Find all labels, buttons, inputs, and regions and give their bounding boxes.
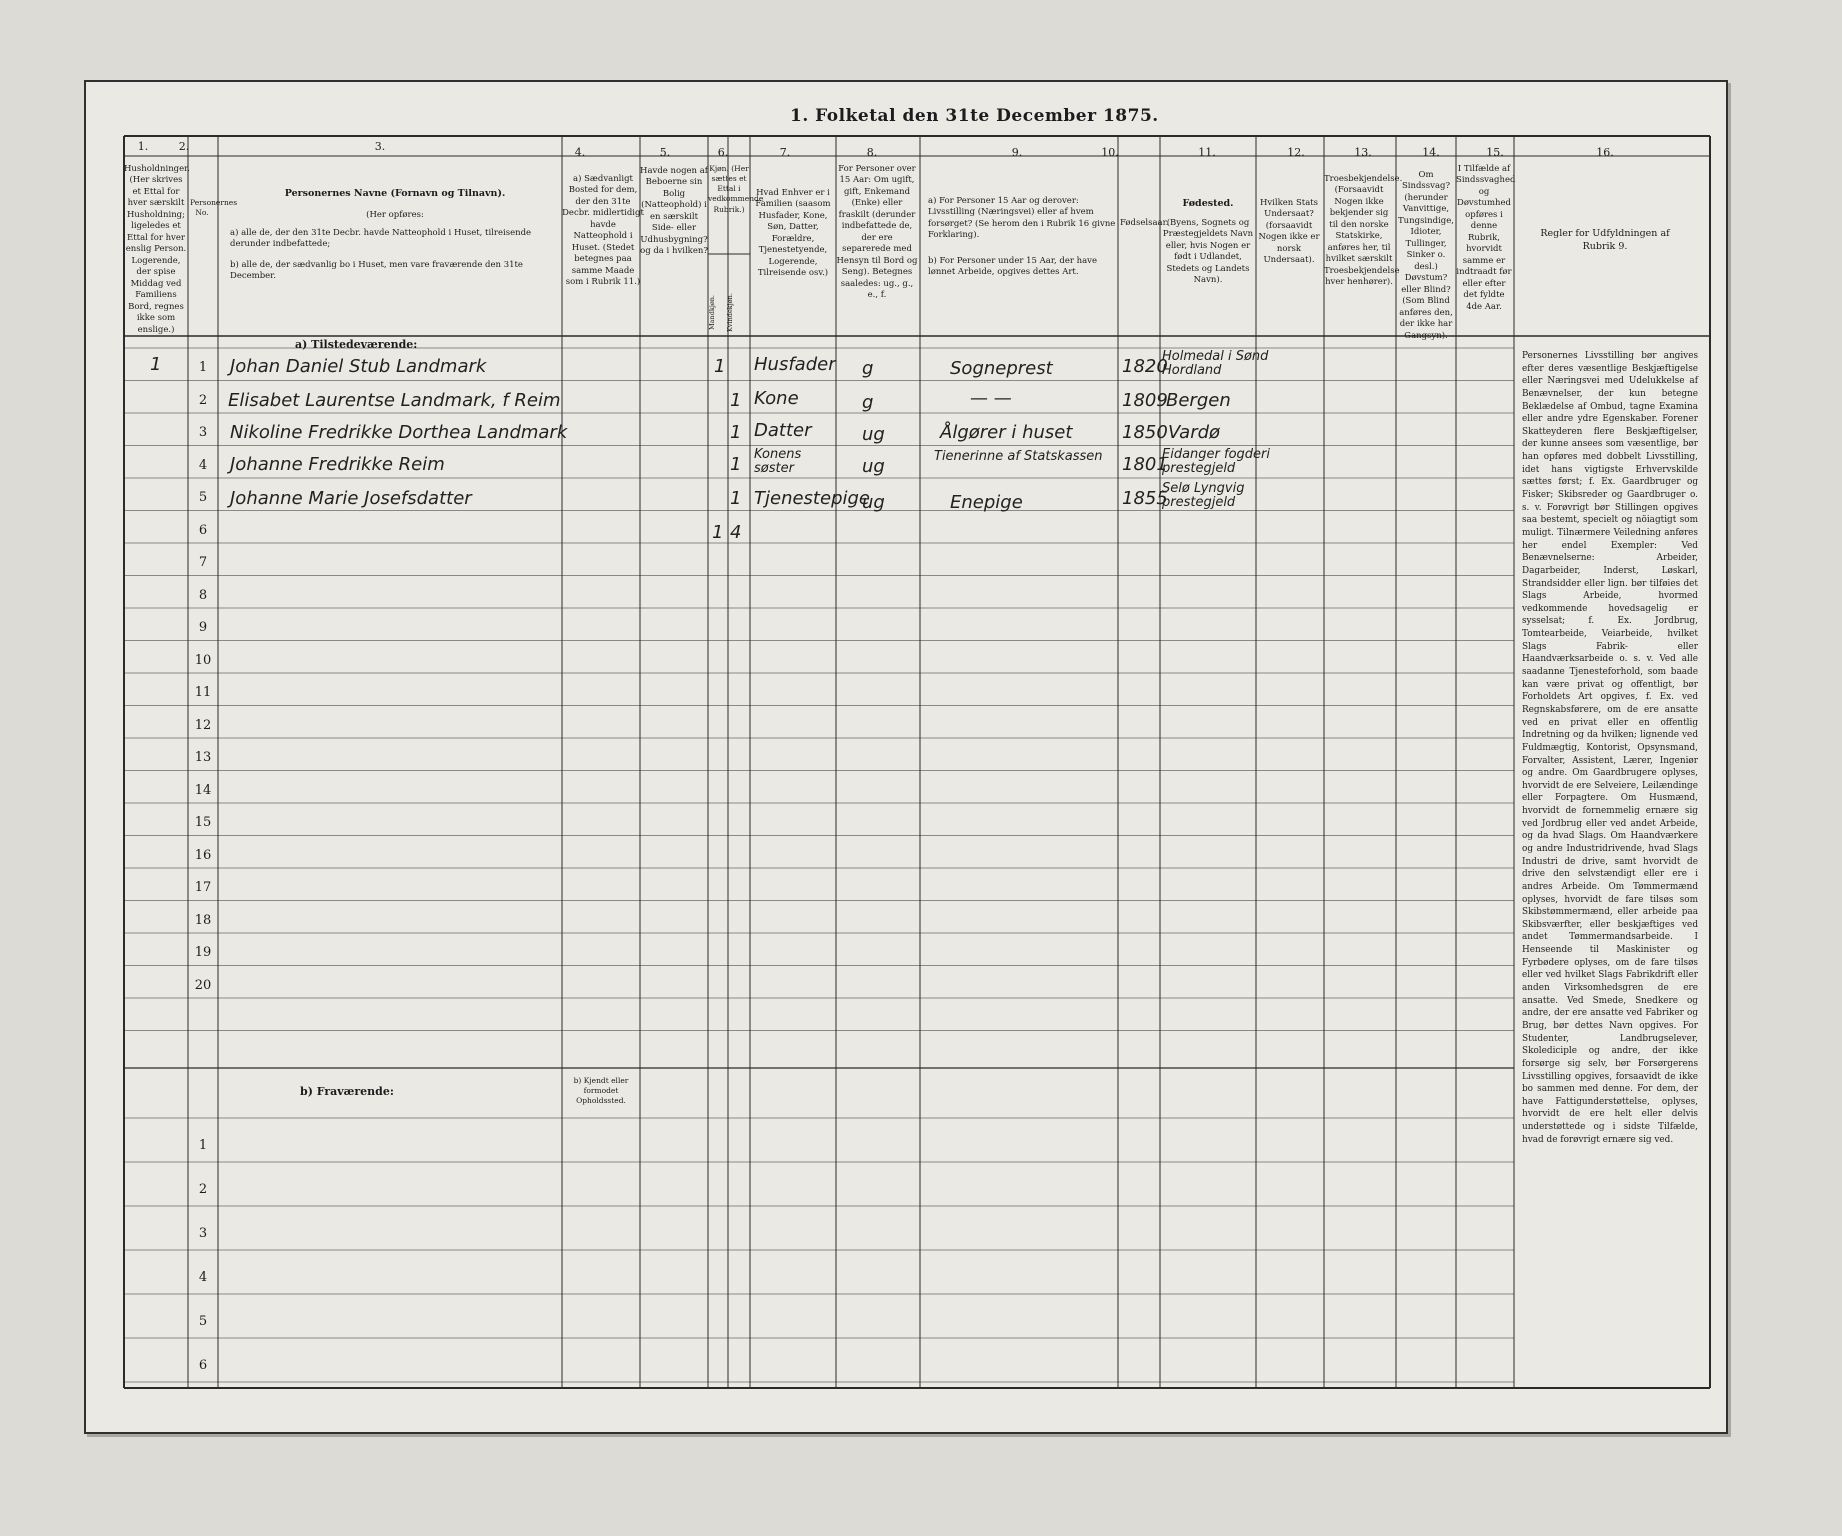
resident-status: ug	[862, 424, 885, 445]
colnum-11: 11.	[1198, 146, 1216, 159]
resident-occupation: Enepige	[950, 492, 1023, 513]
absent-residence-header: b) Kjendt eller formodet Opholdssted.	[573, 1076, 629, 1106]
colnum-5: 5.	[659, 146, 671, 159]
colnum-15: 15.	[1486, 146, 1504, 159]
row-number: 13	[194, 750, 212, 765]
row-number: 18	[194, 912, 212, 928]
row-number: 14	[194, 782, 212, 798]
row-number: 3	[198, 1226, 208, 1241]
row-number: 1	[198, 360, 208, 375]
row-number: 5	[198, 490, 208, 505]
colnum-1: 1.	[137, 140, 149, 153]
colnum-10: 10.	[1101, 146, 1119, 159]
row-number: 1	[198, 1138, 208, 1153]
header-names-a: a) alle de, der den 31te Decbr. havde Natteophold i Huset, tilreisende derunder indbefattede;	[230, 228, 532, 250]
resident-birth-year: 1809	[1122, 390, 1168, 411]
colnum-14: 14.	[1422, 146, 1440, 159]
resident-name: Johanne Marie Josefsdatter	[230, 488, 472, 509]
household-mark: 1	[150, 354, 162, 375]
row-number: 4	[198, 1270, 208, 1285]
header-side-building: Havde nogen af Beboerne sin Bolig (Natteophold) i en særskilt Side- eller Udhusbygning? og da i hvilken?	[640, 166, 708, 257]
row-number: 9	[198, 620, 208, 635]
header-family-role: Hvad Enhver er i Familien (saasom Husfader, Kone, Søn, Datter, Forældre, Tjenestetyende, Logerende, Tilreisende osv.)	[755, 188, 831, 279]
header-disability: Om Sindssvag? (herunder Vanvittige, Tungsindige, Idioter, Tullinger, Sinker o. desl.) Døvstum? eller Blind? (Som Blind anføres den, der ikke har Gangsyn).	[1398, 170, 1454, 341]
colnum-9: 9.	[1011, 146, 1023, 159]
resident-role: Konens søster	[754, 447, 802, 477]
resident-role: Datter	[754, 420, 812, 441]
resident-birthplace: Holmedal i Sønd Hordland	[1162, 349, 1269, 379]
resident-birth-year: 1850	[1122, 422, 1168, 443]
row-number: 17	[194, 880, 212, 895]
resident-birth-year: 1801	[1122, 454, 1168, 475]
row-number: 12	[194, 717, 212, 733]
header-female: Kvindekjøn.	[726, 293, 734, 333]
resident-birthplace: Selø Lyngvig prestegjeld	[1162, 481, 1245, 511]
header-sex: Kjøn. (Her sættes et Ettal i vedkommende Rubrik.)	[708, 164, 764, 214]
row-number: 10	[194, 652, 212, 668]
resident-status: g	[862, 358, 874, 379]
resident-status: g	[862, 392, 874, 413]
total-male: 1	[712, 522, 724, 543]
resident-birth-year: 1820	[1122, 356, 1168, 377]
total-female: 4	[730, 522, 742, 543]
resident-birthplace: Eidanger fogderi prestegjeld	[1162, 447, 1270, 477]
section-present: a) Tilstedeværende:	[295, 338, 418, 351]
colnum-8: 8.	[866, 146, 878, 159]
instructions-text: Personernes Livsstilling bør angives efter deres væsentlige Beskjæftigelse eller Næringsvei med Udelukkelse af Benævnelser, der kun betegne Beklædelse af Ombud, tagne Examina eller andre ydre Egenskaber. Forener Skatteyderen flere Beskjæftigelser, der kunne ansees som væsentlige, bør han opføres med dobbelt Livsstilling, idet hans vigtigste Erhvervskilde sættes først; f. Ex. Gaardbruger og Fisker; Skibsreder og Gaardbruger o. s. v. Forøvrigt bør Stillingen opgives saa bestemt, specielt og nöiagtigt som muligt. Tilnærmere Veiledning anføres her endel Exempler: Ved Benævnelserne: Arbeider, Dagarbeider, Inderst, Løskarl, Strandsidder eller lign. bør tilføies det Slags Arbeide, hvormed vedkommende hovedsagelig er sysselsat; f. Ex. Jordbrug, Tomtearbeide, Veiarbeide, hvilket Slags Fabrik- eller Haandværksarbeide o. s. v. Ved alle saadanne Tjenesteforhold, som baade kan være privat og offentligt, bør Forholdets Art opgives, f. Ex. ved Regnskabsførere, om de ere ansatte ved en privat eller en offentlig Indretning og da hvilken; lignende ved Fuldmægtig, Kontorist, Opsynsmand, Forvalter, Assistent, Lærer, Ingeniør og andre. Om Gaardbrugere oplyses, hvorvidt de ere Selveiere, Leilændinge eller Forpagtere. Om Husmænd, hvorvidt de fornemmelig ernære sig ved Jordbrug eller ved andet Arbeide, og da hvad Slags. Om Haandværkere og andre Industridrivende, hvad Slags Industri de drive, samt hvorvidt de drive den selvstændigt eller ere i andres Arbeide. Om Tømmermænd oplyses, hvorvidt de fare tilsøs som Skibstømmermænd, eller arbeide paa Skibsværfter, eller beskjæftiges ved andet Tømmermandsarbeide. I Henseende til Maskinister og Fyrbødere oplyses, om de fare tilsøs eller ved hvilket Slags Fabrikdrift eller anden Virksomhedsgren de ere ansatte. Ved Smede, Snedkere og andre, der ere ansatte ved Fabriker og Brug, bør dettes Navn opgives. For Studenter, Landbrugselever, Skolediciple og andre, der ikke forsørge sig selv, bør Forsørgerens Livsstilling opgives, forsaavidt de ikke bo sammen med denne. For dem, der have Fattigunderstøttelse, oplyses, hvorvidt de ere helt eller delvis understøttede og i sidste Tilfælde, hvad de forøvrigt ernære sig ved.	[1522, 351, 1698, 1145]
colnum-7: 7.	[779, 146, 791, 159]
section-absent: b) Fraværende:	[300, 1085, 394, 1098]
resident-female: 1	[730, 390, 742, 411]
row-number: 7	[198, 555, 208, 570]
header-person-no: Personernes No.	[190, 198, 238, 218]
header-rules: Regler for Udfyldningen af Rubrik 9.	[1540, 228, 1670, 252]
header-religion: Troesbekjendelse. (Forsaavidt Nogen ikke bekjender sig til den norske Statskirke, anføres her, til hvilket særskilt Troesbekjendelse hver henhører).	[1324, 174, 1403, 288]
resident-role: Tjenestepige	[754, 488, 870, 509]
resident-birthplace: Bergen	[1166, 390, 1231, 411]
row-number: 16	[194, 847, 212, 863]
resident-occupation: Sogneprest	[950, 358, 1053, 379]
header-male: Mandkjøn.	[708, 295, 716, 331]
resident-name: Nikoline Fredrikke Dorthea Landmark	[230, 422, 568, 443]
row-number: 11	[194, 685, 212, 700]
resident-male: 1	[714, 356, 726, 377]
resident-name: Johan Daniel Stub Landmark	[230, 356, 487, 377]
header-names-b: b) alle de, der sædvanlig bo i Huset, men vare fraværende den 31te December.	[230, 260, 523, 282]
row-number: 6	[198, 1358, 208, 1373]
header-household: Husholdninger. (Her skrives et Ettal for hver særskilt Husholdning; ligeledes et Ettal for hver enslig Person. Logerende, der spise Middag ved Familiens Bord, regnes ikke som enslige.)	[124, 164, 190, 335]
header-occupation-a: a) For Personer 15 Aar og derover: Livsstilling (Næringsvei) eller af hvem forsørget? (Se herom den i Rubrik 16 givne Forklaring).	[928, 196, 1116, 241]
row-number: 2	[198, 1182, 208, 1197]
resident-occupation: — —	[970, 388, 1012, 409]
header-usual-residence: a) Sædvanligt Bosted for dem, der den 31te Decbr. midlertidigt havde Natteophold i Huset. (Stedet betegnes paa samme Maade som i Rubrik 11.)	[562, 174, 644, 288]
resident-female: 1	[730, 422, 742, 443]
resident-female: 1	[730, 488, 742, 509]
resident-status: ug	[862, 492, 885, 513]
resident-occupation: Tienerinne af Statskassen	[934, 449, 1103, 464]
resident-birth-year: 1855	[1122, 488, 1168, 509]
colnum-2: 2.	[178, 140, 190, 153]
resident-role: Husfader	[754, 354, 836, 375]
resident-status: ug	[862, 456, 885, 477]
resident-name: Johanne Fredrikke Reim	[230, 454, 445, 475]
resident-female: 1	[730, 454, 742, 475]
header-names-sub: (Her opføres:	[366, 210, 424, 220]
header-birthplace-title: Fødested.	[1182, 198, 1234, 209]
colnum-6: 6.	[717, 146, 729, 159]
form-title: 1. Folketal den 31te December 1875.	[790, 106, 1159, 126]
resident-birthplace: Vardø	[1168, 422, 1221, 443]
header-birthplace: (Byens, Sognets og Præstegjeldets Navn eller, hvis Nogen er født i Udlandet, Stedets og Landets Navn).	[1162, 218, 1254, 286]
row-number: 6	[198, 522, 208, 538]
census-form	[110, 78, 1710, 1448]
resident-occupation: Ålgører i huset	[940, 422, 1073, 443]
row-number: 2	[198, 392, 208, 408]
header-occupation-b: b) For Personer under 15 Aar, der have lønnet Arbeide, opgives dettes Art.	[928, 256, 1098, 278]
header-marital-status: For Personer over 15 Aar: Om ugift, gift, Enkemand (Enke) eller fraskilt (derunder indbefattede de, der ere separerede med Hensyn til Bord og Seng). Betegnes saaledes: ug., g., e., f.	[836, 164, 918, 301]
header-names-title: Personernes Navne (Fornavn og Tilnavn).	[284, 188, 506, 199]
row-number: 3	[198, 425, 208, 440]
row-number: 19	[194, 945, 212, 960]
colnum-3: 3.	[374, 140, 386, 153]
colnum-16: 16.	[1596, 146, 1614, 159]
header-onset: I Tilfælde af Sindssvaghed og Døvstumhed opføres i denne Rubrik, hvorvidt samme er indtraadt før eller efter det fyldte 4de Aar.	[1456, 164, 1516, 312]
header-birth-year: Fødselsaar.	[1120, 218, 1169, 228]
colnum-13: 13.	[1354, 146, 1372, 159]
row-number: 15	[194, 815, 212, 830]
resident-role: Kone	[754, 388, 799, 409]
row-number: 5	[198, 1314, 208, 1329]
row-number: 20	[194, 977, 212, 993]
row-number: 8	[198, 587, 208, 603]
colnum-4: 4.	[574, 146, 586, 159]
header-citizenship: Hvilken Stats Undersaat? (forsaavidt Nogen ikke er norsk Undersaat).	[1258, 198, 1320, 266]
colnum-12: 12.	[1287, 146, 1305, 159]
resident-name: Elisabet Laurentse Landmark, f Reim	[228, 390, 561, 411]
row-number: 4	[198, 457, 208, 473]
